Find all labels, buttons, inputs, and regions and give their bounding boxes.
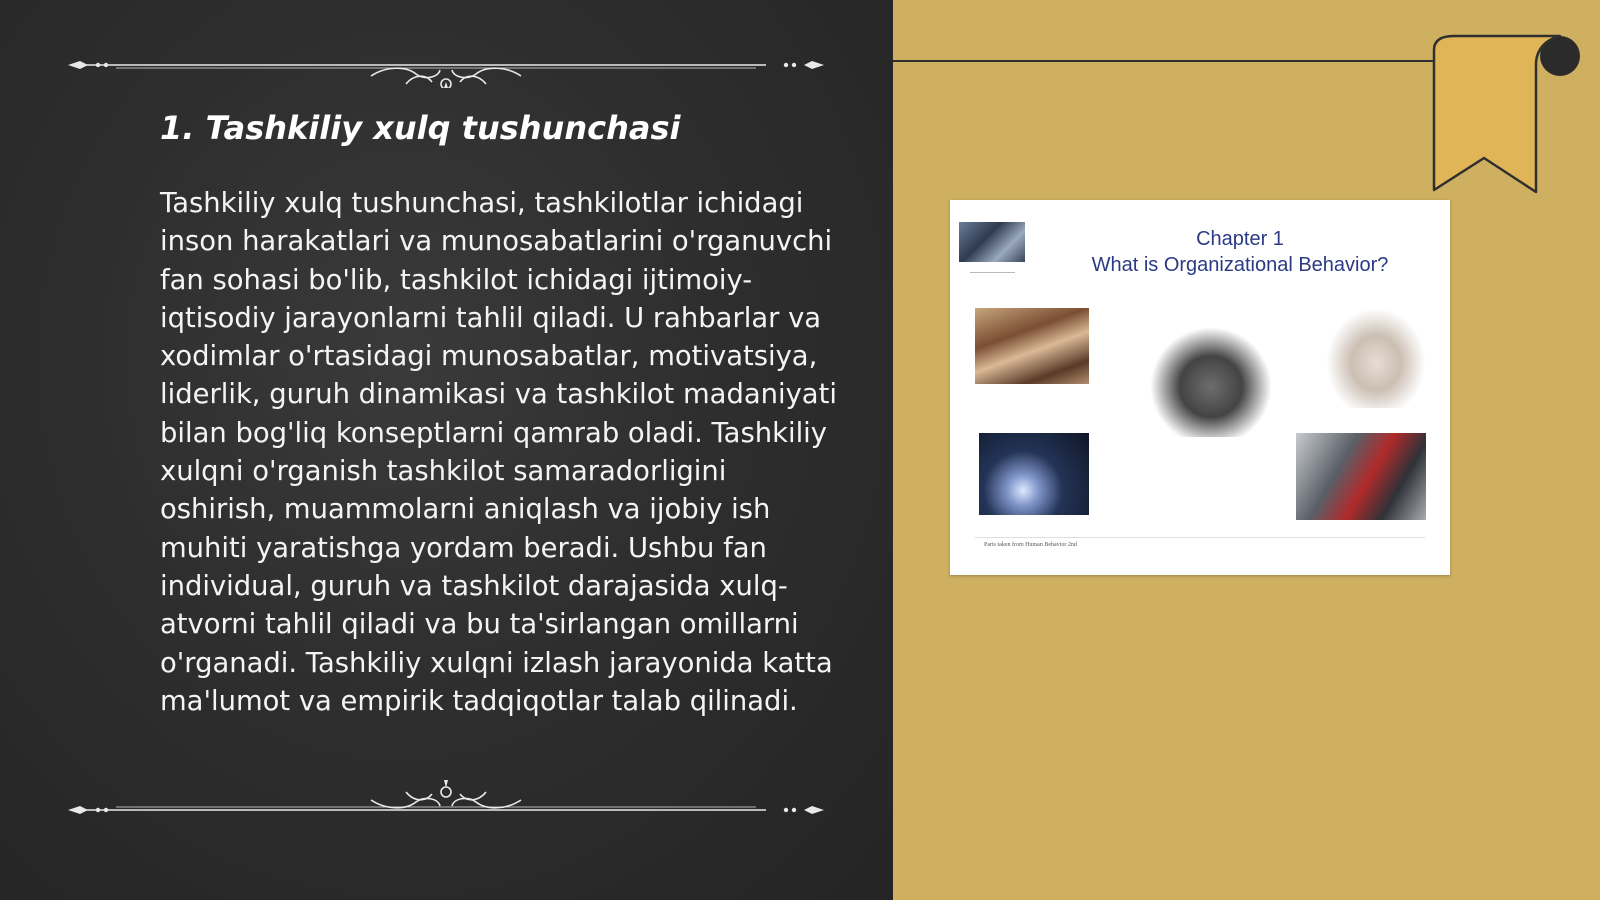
- footer-divider: [975, 537, 1425, 538]
- slide-body-text: Tashkiliy xulq tushunchasi, tashkilotlar ichidagi inson harakatlari va munosabatlarini o'rganuvchi fan sohasi bo'lib, tashkilot ichidagi ijtimoiy-iqtisodiy jarayonlarni tahlil qiladi. U rahbarlar va xodimlar o'rtasidagi munosabatlar, motivatsiya, liderlik, guruh dinamikasi va tashkilot madaniyati bilan bog'liq konseptlarni qamrab oladi. Tashkiliy xulqni o'rganish tashkilot samaradorligini oshirish, muammolarni aniqlash va ijobiy ish muhiti yaratishga yordam beradi. Ushbu fan individual, guruh va tashkilot darajasida xulq-atvorni tahlil qiladi va bu ta'sirlangan omillarni o'rganadi. Tashkiliy xulqni izlash jarayonida katta ma'lumot va empirik tadqiqotlar talab qilinadi.: [160, 188, 837, 717]
- slide-title: 1. Tashkiliy xulq tushunchasi: [160, 109, 681, 147]
- photo-crowd: [975, 308, 1089, 384]
- chapter-title: What is Organizational Behavior?: [1091, 254, 1389, 276]
- header-divider: [970, 272, 1015, 273]
- slide-caption: Parts taken from Human Behavior 2nd: [984, 542, 1077, 548]
- ornament-divider-top-icon: [66, 44, 826, 88]
- ornament-divider-bottom-icon: [66, 780, 826, 824]
- photo-group: [1148, 325, 1274, 437]
- chapter-heading: [1070, 226, 1410, 278]
- chapter-label: Chapter 1: [1196, 228, 1284, 250]
- photo-workshop: [1296, 433, 1426, 520]
- bookmark-ribbon-icon: [1432, 34, 1594, 200]
- embedded-slide-image: [950, 200, 1450, 575]
- photo-medical-team: [1326, 308, 1426, 408]
- decorative-rule: [893, 60, 1438, 62]
- photo-welder: [979, 433, 1089, 515]
- header-photo: [959, 222, 1025, 262]
